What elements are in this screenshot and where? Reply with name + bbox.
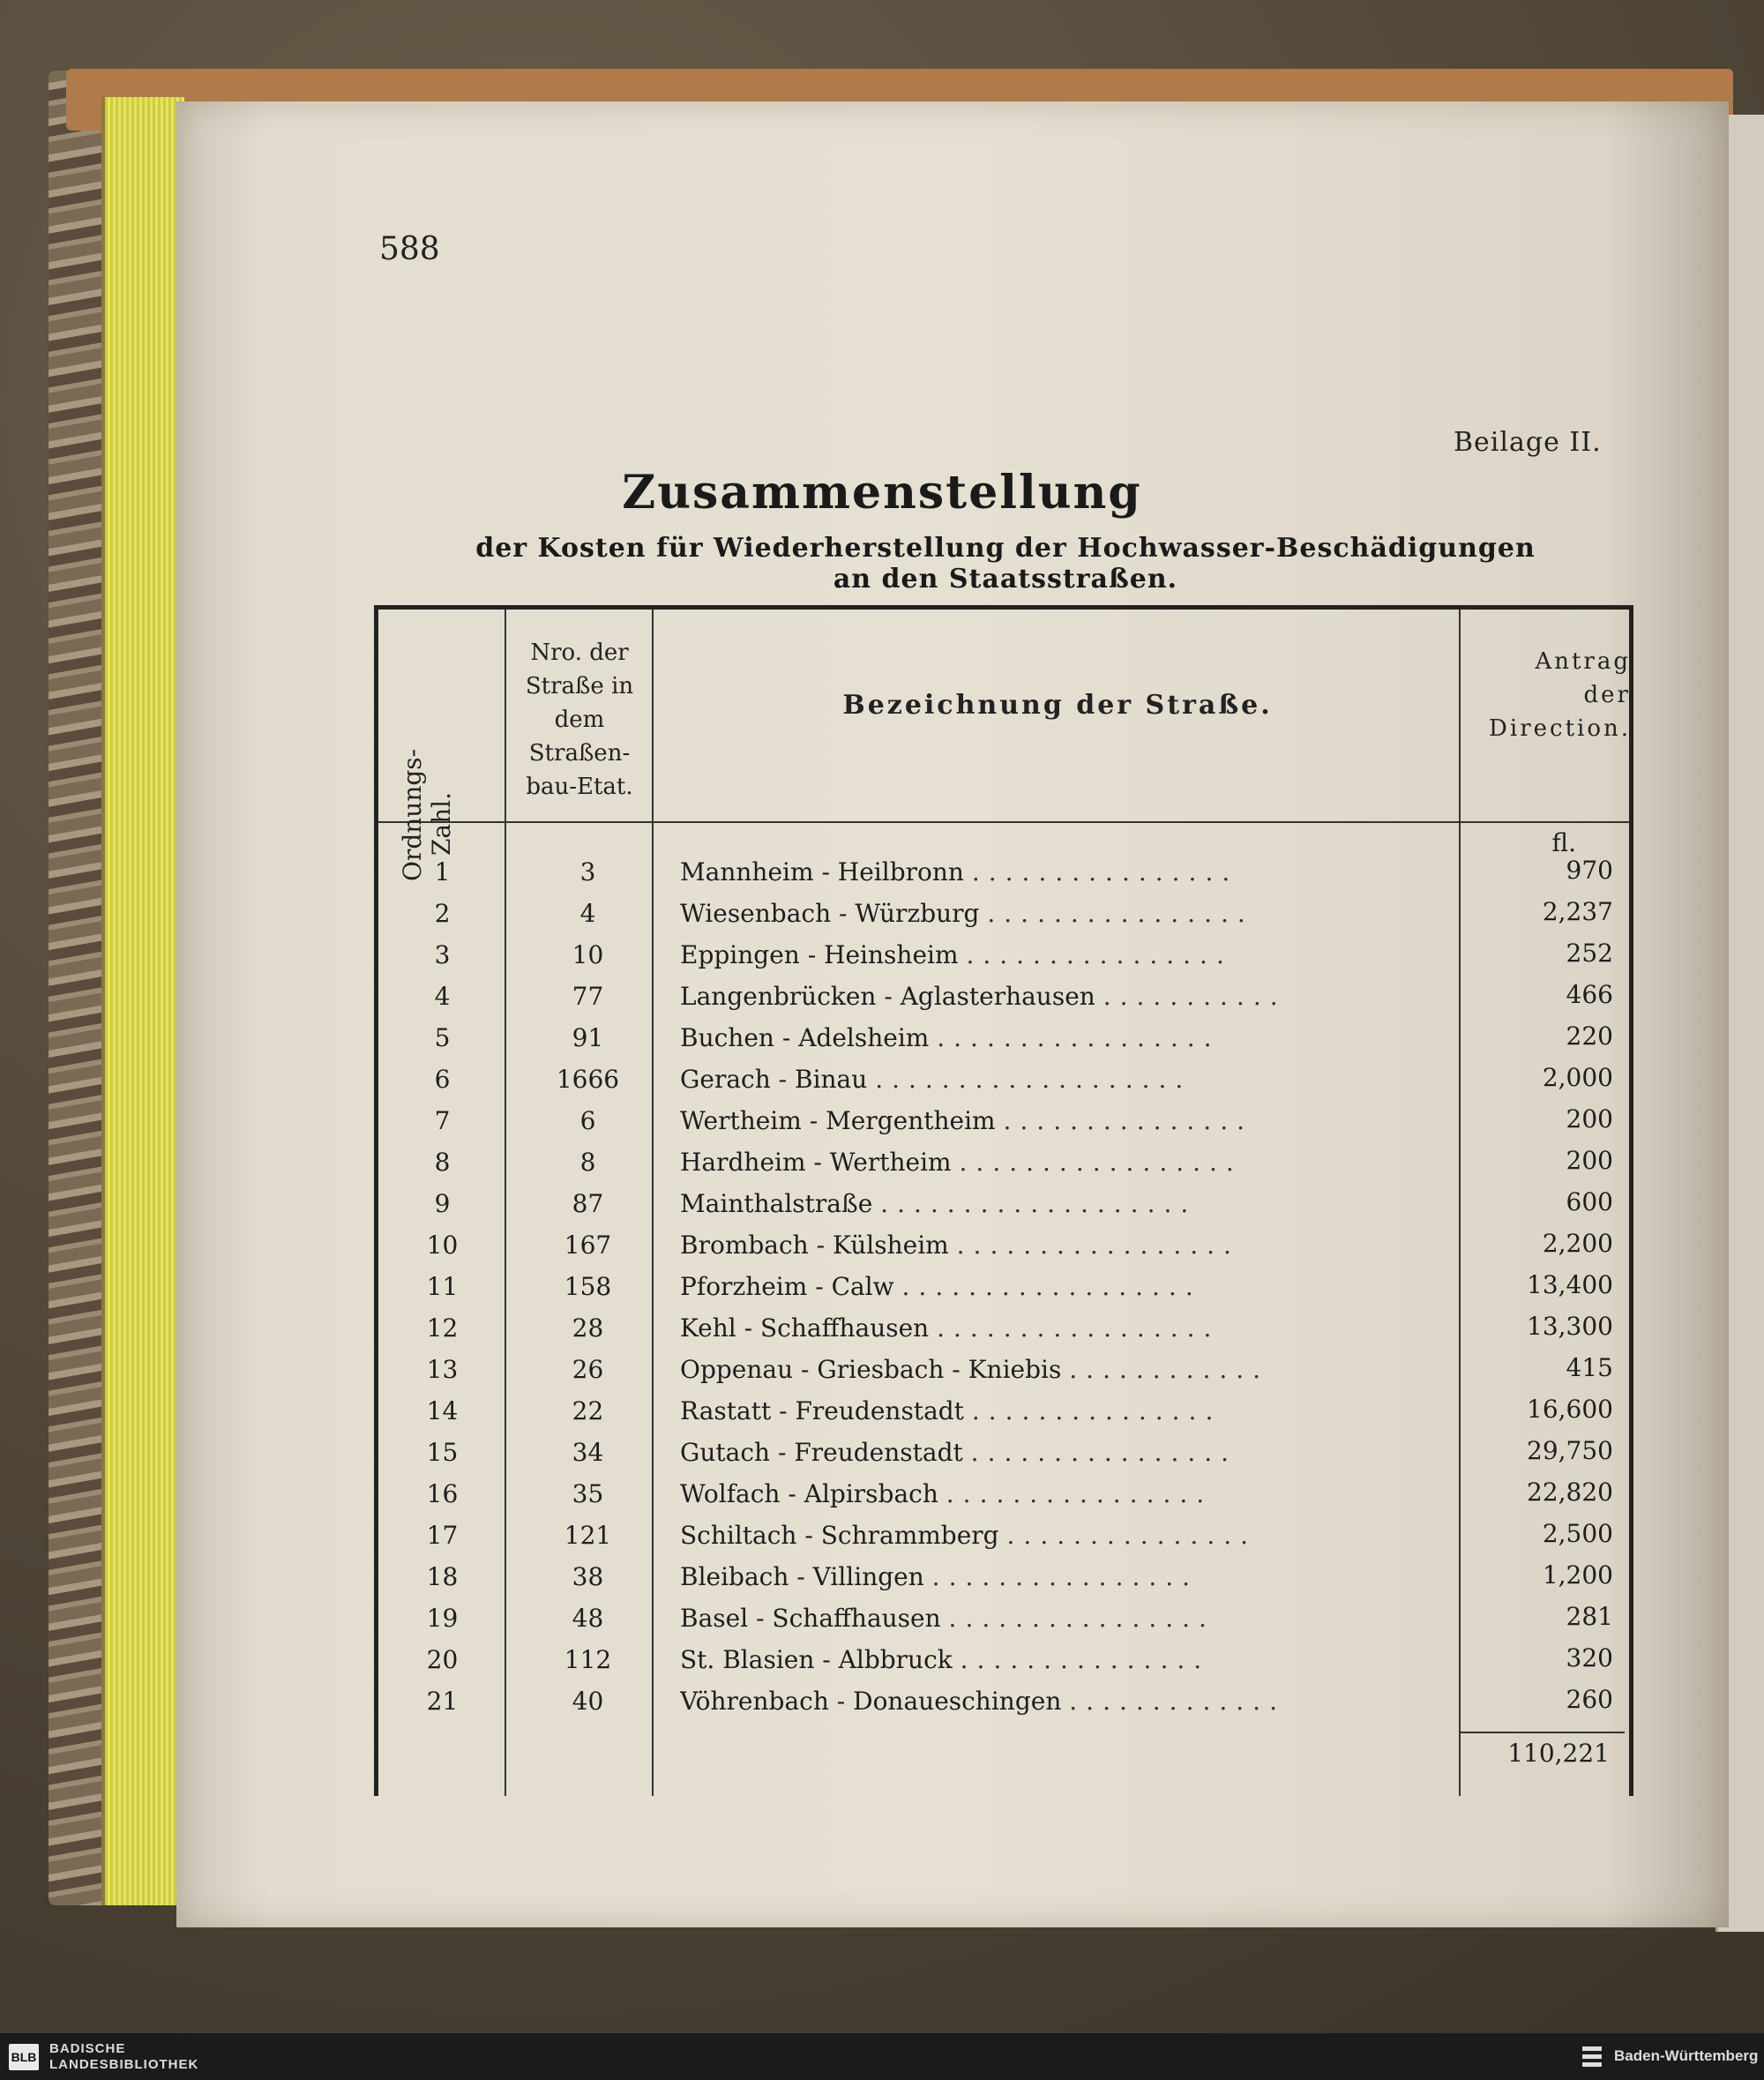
road-name-text: Bleibach - Villingen [680, 1562, 924, 1591]
amount: 200 [1566, 1104, 1613, 1134]
road-name [680, 982, 1439, 1011]
row-number: 16 [426, 1479, 459, 1508]
blb-name [49, 2041, 198, 2073]
amount: 220 [1566, 1021, 1613, 1051]
row-number: 9 [434, 1189, 451, 1218]
amount: 320 [1566, 1643, 1613, 1672]
road-name [680, 1231, 1439, 1260]
leader-dots: ................... [880, 1189, 1198, 1218]
leader-dots: ................. [959, 1148, 1243, 1177]
road-name [680, 1479, 1439, 1508]
road-number: 3 [579, 857, 596, 887]
table-row [378, 1184, 1629, 1225]
table-row [378, 1391, 1629, 1433]
header-bezeichnung: Bezeichnung der Straße. [842, 690, 1273, 721]
road-name [680, 1562, 1439, 1591]
leader-dots: ............... [960, 1645, 1211, 1674]
road-number: 158 [564, 1272, 612, 1301]
road-name-text: Eppingen - Heinsheim [680, 940, 959, 969]
road-number: 91 [572, 1023, 604, 1052]
leader-dots: ............ [1069, 1355, 1270, 1384]
road-number: 10 [572, 940, 604, 969]
header-line: bau-Etat. [526, 774, 633, 800]
table-row [378, 1308, 1629, 1350]
road-number: 22 [572, 1396, 604, 1425]
row-number: 6 [434, 1065, 451, 1094]
leader-dots: ............... [1006, 1521, 1258, 1550]
table-row [378, 1640, 1629, 1681]
road-number: 35 [572, 1479, 604, 1508]
amount: 2,500 [1542, 1519, 1613, 1548]
leader-dots: ............... [971, 1396, 1222, 1425]
row-number: 17 [426, 1521, 459, 1550]
table-row [378, 1515, 1629, 1557]
table-row [378, 976, 1629, 1018]
amount: 16,600 [1527, 1395, 1613, 1424]
amount: 260 [1566, 1685, 1613, 1714]
road-number: 4 [579, 899, 596, 928]
road-name-text: Mannheim - Heilbronn [680, 857, 964, 887]
amount: 2,200 [1542, 1229, 1613, 1258]
table-row [378, 1433, 1629, 1474]
road-name-text: Langenbrücken - Aglasterhausen [680, 982, 1095, 1011]
road-name [680, 1148, 1439, 1177]
page-edges [101, 97, 184, 1905]
header-line: der [1583, 682, 1631, 708]
road-number: 38 [572, 1562, 604, 1591]
road-name-text: Brombach - Külsheim [680, 1231, 949, 1260]
table-row [378, 1350, 1629, 1391]
road-name [680, 940, 1439, 969]
row-number: 7 [434, 1106, 451, 1135]
row-number: 13 [426, 1355, 459, 1384]
road-number: 6 [579, 1106, 596, 1135]
amount: 252 [1566, 939, 1613, 968]
row-number: 8 [434, 1148, 451, 1177]
road-name [680, 1189, 1439, 1218]
road-number: 34 [572, 1438, 604, 1467]
road-name-text: Buchen - Adelsheim [680, 1023, 930, 1052]
road-name-text: Hardheim - Wertheim [680, 1148, 952, 1177]
row-number: 19 [426, 1604, 459, 1633]
header-line: dem Straßen- [528, 707, 631, 767]
road-name-text: Gutach - Freudenstadt [680, 1438, 963, 1467]
amount: 415 [1566, 1353, 1613, 1382]
table-row [378, 1101, 1629, 1142]
table-row [378, 1142, 1629, 1184]
road-number: 112 [564, 1645, 612, 1674]
road-number: 167 [564, 1231, 612, 1260]
row-number: 20 [426, 1645, 459, 1674]
table-row [378, 894, 1629, 935]
blb-logo: BLB [9, 2044, 39, 2070]
road-name [680, 1023, 1439, 1052]
row-number: 11 [426, 1272, 459, 1301]
table-row [378, 1557, 1629, 1598]
road-name-text: St. Blasien - Albbruck [680, 1645, 953, 1674]
road-number: 77 [572, 982, 604, 1011]
row-number: 5 [434, 1023, 451, 1052]
leader-dots: ................ [948, 1604, 1215, 1633]
amount: 13,400 [1527, 1270, 1613, 1299]
unit-label: fl. [1551, 828, 1576, 857]
amount: 2,237 [1542, 897, 1613, 926]
header-ordnungszahl: Ordnungs-Zahl. [398, 748, 456, 881]
leader-dots: ................... [875, 1065, 1192, 1094]
road-name-text: Basel - Schaffhausen [680, 1604, 941, 1633]
header-strassen-nr [509, 636, 650, 804]
road-name-text: Wertheim - Mergentheim [680, 1106, 996, 1135]
leader-dots: ................. [937, 1023, 1221, 1052]
leader-dots: ............... [1003, 1106, 1254, 1135]
road-name-text: Wiesenbach - Würzburg [680, 899, 980, 928]
road-name-text: Wolfach - Alpirsbach [680, 1479, 938, 1508]
blb-line: BADISCHE [49, 2041, 126, 2056]
amount: 13,300 [1527, 1312, 1613, 1341]
header-antrag [1463, 645, 1631, 745]
row-number: 21 [426, 1687, 459, 1716]
road-number: 121 [564, 1521, 612, 1550]
sum-line [1459, 1732, 1625, 1733]
header-divider [378, 821, 1629, 823]
table-row [378, 1018, 1629, 1059]
road-name [680, 1521, 1439, 1550]
bw-name: Baden-Württemberg [1614, 2047, 1759, 2064]
amount: 200 [1566, 1146, 1613, 1175]
road-name [680, 1645, 1439, 1674]
header-line: Straße in [525, 673, 634, 700]
amount: 22,820 [1527, 1478, 1613, 1507]
amount: 466 [1566, 980, 1613, 1009]
leader-dots: ................. [937, 1313, 1221, 1343]
amount: 281 [1566, 1602, 1613, 1631]
table-row [378, 1267, 1629, 1308]
bw-crest-icon [1579, 2044, 1605, 2070]
road-number: 48 [572, 1604, 604, 1633]
road-name [680, 1065, 1439, 1094]
road-name-text: Pforzheim - Calw [680, 1272, 894, 1301]
table-row [378, 1225, 1629, 1267]
road-name-text: Oppenau - Griesbach - Kniebis [680, 1355, 1062, 1384]
road-name [680, 1106, 1439, 1135]
row-number: 10 [426, 1231, 459, 1260]
sum-value: 110,221 [1507, 1739, 1610, 1768]
appendix-label: Beilage II. [1454, 427, 1602, 458]
amount: 600 [1566, 1187, 1613, 1216]
leader-dots: .................. [901, 1272, 1202, 1301]
header-line: Nro. der [530, 640, 629, 666]
row-number: 4 [434, 982, 451, 1011]
road-name [680, 1396, 1439, 1425]
road-name [680, 1355, 1439, 1384]
road-name-text: Vöhrenbach - Donaueschingen [680, 1687, 1062, 1716]
row-number: 15 [426, 1438, 459, 1467]
amount: 2,000 [1542, 1063, 1613, 1092]
amount: 29,750 [1527, 1436, 1613, 1465]
leader-dots: ................ [970, 1438, 1238, 1467]
road-number: 26 [572, 1355, 604, 1384]
table-row [378, 935, 1629, 976]
road-name [680, 1438, 1439, 1467]
road-number: 40 [572, 1687, 604, 1716]
amount: 1,200 [1542, 1560, 1613, 1590]
blb-line: LANDESBIBLIOTHEK [49, 2057, 199, 2072]
road-name-text: Schiltach - Schrammberg [680, 1521, 999, 1550]
road-name [680, 1313, 1439, 1343]
header-line: Antrag [1535, 648, 1631, 675]
amount: 970 [1566, 856, 1613, 885]
table-row [378, 1598, 1629, 1640]
table-row [378, 852, 1629, 894]
road-name-text: Gerach - Binau [680, 1065, 868, 1094]
road-name [680, 1604, 1439, 1633]
leader-dots: ................ [971, 857, 1239, 887]
road-name [680, 899, 1439, 928]
road-name-text: Mainthalstraße [680, 1189, 873, 1218]
leader-dots: ............. [1069, 1687, 1286, 1716]
page-title: Zusammenstellung [622, 466, 1142, 520]
road-number: 8 [579, 1148, 596, 1177]
leader-dots: ................ [931, 1562, 1200, 1591]
road-name [680, 857, 1439, 887]
road-name [680, 1272, 1439, 1301]
page-number: 588 [379, 231, 440, 267]
road-number: 1666 [556, 1065, 620, 1094]
table-row [378, 1474, 1629, 1515]
leader-dots: ................ [946, 1479, 1214, 1508]
leader-dots: ........... [1102, 982, 1287, 1011]
road-name [680, 1687, 1439, 1716]
page-subtitle: der Kosten für Wiederherstellung der Hochwasser-Beschädigungen an den Staatsstraßen. [475, 533, 1536, 595]
row-number: 14 [426, 1396, 459, 1425]
road-name-text: Rastatt - Freudenstadt [680, 1396, 964, 1425]
road-name-text: Kehl - Schaffhausen [680, 1313, 930, 1343]
table-row [378, 1059, 1629, 1101]
row-number: 12 [426, 1313, 459, 1343]
row-number: 1 [434, 857, 451, 887]
leader-dots: ................ [987, 899, 1254, 928]
road-number: 87 [572, 1189, 604, 1218]
leader-dots: ................ [966, 940, 1233, 969]
table-row [378, 1681, 1629, 1723]
road-number: 28 [572, 1313, 604, 1343]
leader-dots: ................. [956, 1231, 1240, 1260]
header-line: Direction. [1489, 715, 1631, 742]
row-number: 3 [434, 940, 451, 969]
cost-table [374, 605, 1633, 1796]
row-number: 2 [434, 899, 451, 928]
row-number: 18 [426, 1562, 459, 1591]
footer-bar [0, 2033, 1764, 2080]
